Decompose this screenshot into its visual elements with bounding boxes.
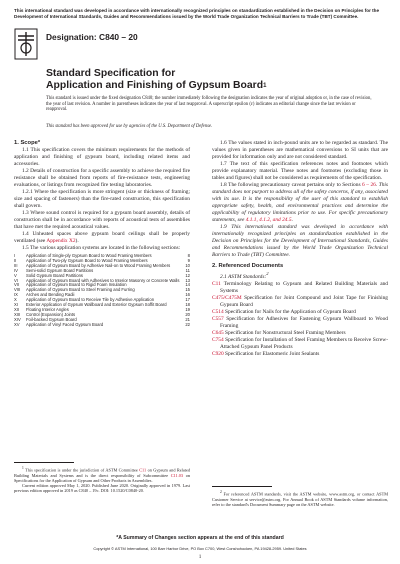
footnote-1-edition: Current edition approved May 1, 2020. Published June 2020. Originally approved in 1979. Last previous edition approved in 2019 as C840 – 19c. DOI: 10.1520/C0840-20. (14, 483, 190, 494)
sections-6-26-link[interactable]: 6 – 26 (362, 182, 376, 188)
right-column (212, 140, 388, 358)
section-num: XIV (14, 316, 21, 322)
title-text: Application and Finishing of Gypsum Board (46, 80, 264, 92)
section-page[interactable]: 10 (185, 262, 190, 268)
section-num: VII (14, 282, 20, 288)
reference-code-link[interactable]: C920 (212, 350, 224, 357)
references-list (212, 281, 388, 358)
referenced-documents-heading: 2. Referenced Documents (212, 263, 284, 269)
reference-code-link[interactable]: C754 (212, 336, 224, 343)
footnote-2 (212, 486, 388, 507)
para-1-7: 1.7 The text of this specification references notes and footnotes which provide explanatory material. These notes and footnotes (excluding those in tables and figures) shall not be considered as requirements of the specification. (212, 161, 388, 181)
section-page[interactable]: 14 (185, 282, 190, 288)
section-num: I (14, 253, 16, 258)
section-num: IV (14, 267, 18, 273)
reference-code-link[interactable]: C11 (212, 280, 221, 287)
sections-table-body (14, 254, 190, 328)
designation: Designation: C840 – 20 (46, 32, 138, 42)
subcommittee-c1103-link[interactable]: C11.03 (170, 472, 184, 478)
para-1-3: 1.3 Where sound control is required for a gypsum board assembly, details of construction shall be in accordance with reports of acoustical tests of assemblies that have met the required acoustical values. (14, 210, 190, 230)
title-line-2 (46, 80, 376, 92)
fn1-c: on Specifications for the Application of Gypsum and Other Products in Assemblies. (14, 472, 190, 483)
para-1-6: 1.6 The values stated in inch-pound units are to be regarded as standard. The values given in parentheses are mathematical conversions to SI units that are provided for information only and are not considered standard. (212, 140, 388, 160)
section-text: Floating Interior Angles (26, 306, 69, 312)
reference-item (212, 337, 388, 351)
para-1-8 (212, 182, 388, 224)
wto-notice: This international standard was developed in accordance with internationally recognized principles on standardization established in the Decision on Principles for the Development of International Standards, Guides and Recommendations issued by the World Trade Organization Technical Barriers to Trade (TBT) Committee. (14, 8, 380, 19)
section-num: III (14, 262, 18, 268)
section-text: Semi-solid Gypsum Board Partitions (26, 267, 94, 273)
reference-code-link[interactable]: C475/C475M (212, 294, 242, 301)
designation-intro: This standard is issued under the fixed designation C840; the number immediately following the designation indicates the year of original adoption or, in the case of revision, the year of last revision. A number in parentheses indicates the year of last reapproval. A superscript epsilon (ε) indicates an editorial change since the last revision or reapproval. (46, 96, 372, 113)
reference-code-link[interactable]: C514 (212, 308, 224, 315)
reference-item (212, 330, 388, 337)
section-page[interactable]: 12 (185, 272, 190, 278)
copyright-line: Copyright © ASTM International, 100 Barr Harbor Drive, PO Box C700, West Conshohocken, PA 19428-2959. United States (93, 546, 307, 551)
footnote-divider (14, 462, 74, 463)
para-1-8-text: 1.8 The following precautionary caveat pertains only to Sections (220, 182, 363, 188)
appendix-x2-link[interactable]: Appendix X2 (46, 238, 76, 244)
reference-item (212, 316, 388, 330)
section-num: XV (14, 321, 20, 327)
section-page[interactable]: 18 (185, 302, 190, 308)
section-page[interactable]: 20 (185, 311, 190, 317)
section-page[interactable]: 15 (185, 287, 190, 293)
astm-standards-subheading (212, 270, 388, 281)
section-page[interactable]: 9 (187, 257, 190, 263)
para-1-4-end: ). (75, 238, 79, 244)
section-text: Arches and Bending Radii (26, 292, 75, 298)
footnote-1 (14, 462, 190, 493)
scope-heading: 1. Scope* (14, 140, 41, 146)
sections-table (14, 254, 190, 328)
footnote-2-text: $^2$ For referenced ASTM standards, visit the ASTM website, www.astm.org, or contact ASTM Customer Service at service@astm.org. For Annual Book of ASTM Standards volume information, refer to the standard's Document Summary page on the ASTM website. (212, 490, 389, 507)
sections-table-row (14, 323, 190, 328)
para-1-2-1: 1.2.1 Where the specification is more stringent (size or thickness of framing; size and spacing of fasteners) than the fire-rated construction, this specification shall govern. (14, 189, 190, 209)
section-num: XII (14, 306, 20, 312)
reference-code-link[interactable]: C557 (212, 315, 224, 322)
reference-title: Specification for Elastomeric Joint Sealants (223, 350, 320, 357)
para-1-9: 1.9 This international standard was developed in accordance with internationally recognized principles on standardization established in the Decision on Principles for the Development of International Standards, Guides and Recommendations issued by the World Trade Organization Technical Barriers to Trade (TBT) Committee. (212, 224, 388, 258)
reference-title: Terminology Relating to Gypsum and Related Building Materials and Systems (220, 280, 388, 294)
reference-title: Specification for Nails for the Application of Gypsum Board (223, 308, 356, 315)
section-page[interactable]: 21 (185, 316, 190, 322)
section-text: Control (Expansion) Joints (26, 311, 76, 317)
para-1-8-end: . (291, 217, 293, 223)
section-text: Solid Gypsum Board Partitions (26, 272, 84, 278)
section-page[interactable]: 16 (185, 292, 190, 298)
title-line-1: Standard Specification for (46, 68, 176, 79)
dod-approval-note: This standard has been approved for use by agencies of the U.S. Department of Defense. (46, 124, 213, 129)
para-1-4-text: 1.4 Unheated spaces above gypsum board ceilings shall be properly ventilated (see (14, 231, 190, 244)
section-text: Application of Gypsum Board to Rigid Foam Insulation (26, 282, 127, 288)
astm-logo-icon (14, 28, 38, 60)
section-text: Application of Gypsum Board with Adhesives to Interior Masonry or Concrete Walls (26, 277, 180, 283)
reference-title: Specification for Installation of Steel Framing Members to Receive Screw-Attached Gypsum Panel Products (220, 336, 388, 350)
section-text: Application of Two-ply Gypsum Board to Wood Framing Members (26, 257, 148, 263)
footnote-2-divider (212, 486, 272, 487)
reference-title: Specification for Adhesives for Fastening Gypsum Wallboard to Wood Framing (220, 315, 388, 329)
para-1-1: 1.1 This specification covers the minimum requirements for the methods of application and finishing of gypsum board, including related items and accessories. (14, 147, 190, 167)
fn1-b: on Gypsum and Related Building Materials and Systems and is the direct responsibility of Subcommittee (14, 467, 190, 478)
reference-item (212, 309, 388, 316)
para-1-8-caveat: . This standard does not purport to address all of the safety concerns, if any, associated with its use. It is the responsibility of the user of this standard to establish appropriate safety, health, and environmental practices and determine the applicability of regulatory limitations prior to use. For specific precautionary statements, see (212, 182, 388, 223)
page-number: 1 (198, 554, 202, 560)
section-num: II (14, 257, 17, 263)
footnote-1-text: $^1$ This specification is under the jurisdiction of ASTM Committee C11 on Gypsum and Related Building Materials and Systems and is the direct responsibility of Subcommittee C11.03 on Specifications for the Application of Gypsum and Other Products in Assemblies. (14, 466, 190, 483)
section-num: XI (14, 302, 18, 308)
section-num: V (14, 272, 17, 278)
reference-item (212, 281, 388, 295)
section-page[interactable]: 22 (185, 321, 190, 327)
title-footnote-mark[interactable]: 1 (263, 83, 267, 90)
fn2-body: For referenced ASTM standards, visit the ASTM website, www.astm.org, or contact ASTM Customer Service at service@astm.org. For Annual Book of ASTM Standards volume information, refer to the standard's Document Summary page on the ASTM website. (212, 491, 389, 507)
section-text: Application of Gypsum Board to Steel Framing and Furring (26, 287, 135, 293)
para-1-5: 1.5 The various application systems are located in the following sections: (22, 245, 181, 251)
section-page[interactable]: 19 (185, 306, 190, 312)
section-num: VI (14, 277, 18, 283)
reference-title: Specification for Joint Compound and Joint Tape for Finishing Gypsum Board (220, 294, 388, 308)
section-text: Application of Gypsum Board to Receive Tile by Adhesive Application (26, 297, 155, 303)
page-title (46, 68, 376, 93)
left-column (14, 140, 190, 328)
reference-code-link[interactable]: C645 (212, 329, 224, 336)
section-page[interactable]: 8 (187, 253, 190, 258)
reference-title: Specification for Nonstructural Steel Framing Members (223, 329, 346, 336)
section-text: Application of Gypsum Board by Adhesive Nail-on to Wood Framing Members (26, 262, 171, 268)
section-text: Application of Vinyl Faced Gypsum Board (26, 321, 104, 327)
section-num: VIII (14, 287, 21, 293)
precaution-links[interactable]: 4.1.1, 4.1.2, and 24.5 (245, 217, 292, 223)
section-num: X (14, 297, 17, 303)
section-text: Application of Single-ply Gypsum Board to Wood Framing Members (26, 253, 152, 258)
reference-item (212, 295, 388, 309)
section-text: Foil-backed Gypsum Board (26, 316, 77, 322)
fn1-a: This specification is under the jurisdiction of ASTM Committee (25, 467, 140, 473)
para-1-2: 1.2 Details of construction for a specific assembly to achieve the required fire resistance shall be obtained from reports of fire-resistance tests, engineering evaluations, or listings from recognized fire testing laboratories. (14, 168, 190, 188)
section-num: XIII (14, 311, 21, 317)
section-page[interactable]: 13 (185, 277, 190, 283)
section-num: IX (14, 292, 18, 298)
summary-of-changes-note: *A Summary of Changes section appears at the end of this standard (116, 535, 284, 541)
section-page[interactable]: 11 (185, 267, 190, 273)
para-1-4 (14, 231, 190, 245)
astm-standards-text: 2.1 ASTM Standards: (220, 273, 267, 280)
footnote-2-mark[interactable]: 2 (266, 271, 269, 276)
section-text: Exterior Application of Gypsum Wallboard and Exterior Gypsum Soffit Board (26, 302, 167, 308)
committee-c11-link[interactable]: C11 (139, 467, 147, 473)
reference-item (212, 351, 388, 358)
section-page[interactable]: 17 (185, 297, 190, 303)
